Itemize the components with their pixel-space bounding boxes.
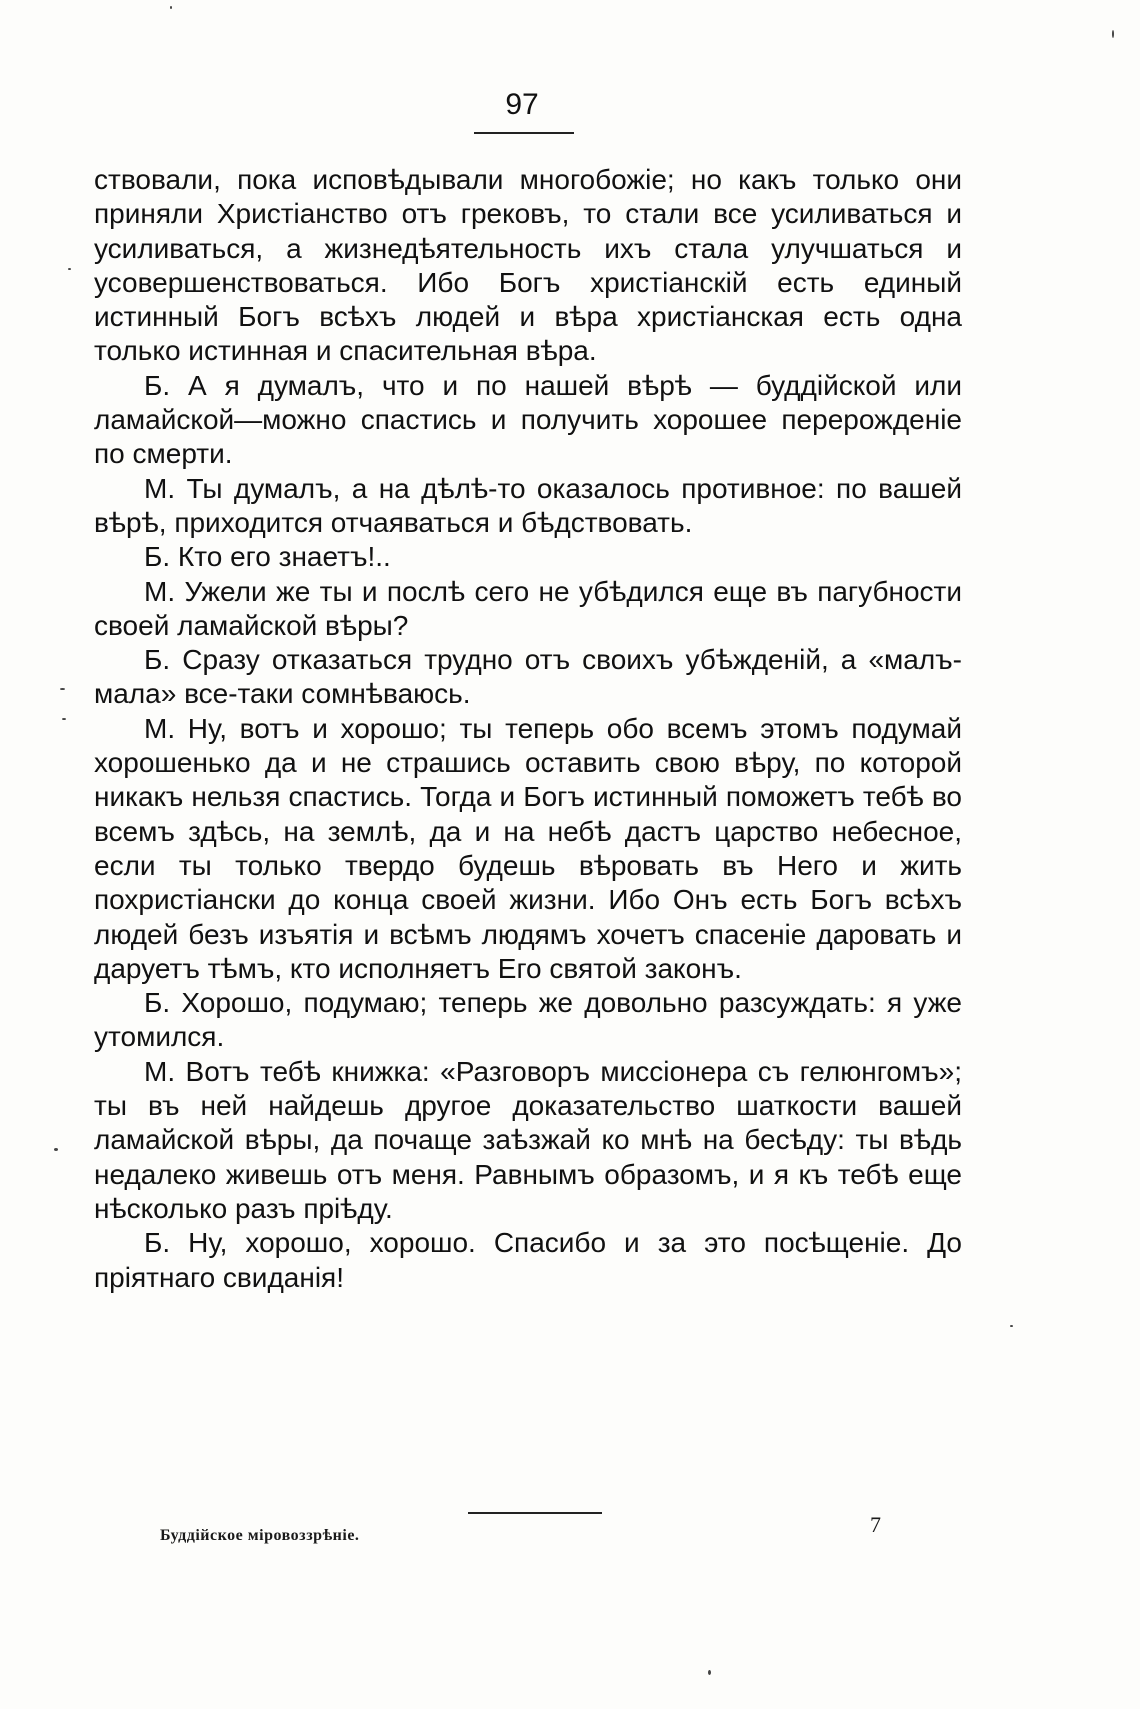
section-end-rule xyxy=(468,1512,602,1514)
paragraph: М. Вотъ тебѣ книжка: «Разговоръ миссіонера съ гелюнгомъ»; ты въ ней найдешь другое доказательство шаткости вашей ламайской вѣры, да почаще заѣзжай ко мнѣ на бесѣду: ты вѣдь недалеко живешь отъ меня. Равнымъ образомъ, и я къ тебѣ еще нѣсколько разъ пріѣду. xyxy=(94,1055,962,1224)
paragraph: М. Ну, вотъ и хорошо; ты теперь обо всемъ этомъ подумай хорошенько да и не страшись оставить свою вѣру, по которой никакъ нельзя спастись. Тогда и Богъ истинный поможетъ тебѣ во всемъ здѣсь, на землѣ, да и на небѣ дастъ царство небесное, если ты только твердо будешь вѣровать въ Него и жить похристіански до конца своей жизни. Ибо Онъ есть Богъ всѣхъ людей безъ изъятія и всѣмъ людямъ хочетъ спасеніе даровать и даруетъ тѣмъ, кто исполняетъ Его святой законъ. xyxy=(94,712,962,984)
scan-speck xyxy=(62,718,66,720)
scan-speck xyxy=(708,1670,711,1675)
paragraph: Б. Ну, хорошо, хорошо. Спасибо и за это посѣщеніе. До пріятнаго свиданія! xyxy=(94,1227,962,1293)
scan-speck xyxy=(170,6,172,9)
paragraph: Б. А я думалъ, что и по нашей вѣрѣ — буддійской или ламайской—можно спастись и получить хорошее перерожденіе по смерти. xyxy=(94,369,962,470)
scan-speck xyxy=(1010,1325,1013,1327)
page-number: 97 xyxy=(505,88,539,121)
signature-mark: 7 xyxy=(870,1512,881,1537)
footer-title: Буддійское міровоззрѣніе. xyxy=(160,1527,360,1544)
scan-speck xyxy=(54,1148,58,1151)
paragraph: Б. Хорошо, подумаю; теперь же довольно разсуждать: я уже утомился. xyxy=(94,987,962,1053)
paragraph: ствовали, пока исповѣдывали многобожіе; но какъ только они приняли Христіанство отъ грековъ, то стали все усиливаться и усиливаться, а жизнедѣятельность ихъ стала улучшаться и усовершенствоваться. Ибо Богъ христіанскій есть единый истинный Богъ всѣхъ людей и вѣра христіанская есть одна только истинная и спасительная вѣра. xyxy=(94,164,962,367)
paragraph: Б. Сразу отказаться трудно отъ своихъ убѣжденій, а «малъ-мала» все-таки сомнѣваюсь. xyxy=(94,644,962,710)
paragraph: Б. Кто его знаетъ!.. xyxy=(144,541,391,573)
paragraph: М. Ужели же ты и послѣ сего не убѣдился еще въ пагубности своей ламайской вѣры? xyxy=(94,575,962,641)
scan-speck xyxy=(68,268,71,270)
dialogue-text xyxy=(94,163,962,1295)
paragraph: М. Ты думалъ, а на дѣлѣ-то оказалось противное: по вашей вѣрѣ, приходится отчаяваться и бѣдствовать. xyxy=(94,472,962,538)
page-number-rule xyxy=(474,132,574,134)
scan-speck xyxy=(60,688,65,690)
scan-speck xyxy=(1112,30,1114,38)
